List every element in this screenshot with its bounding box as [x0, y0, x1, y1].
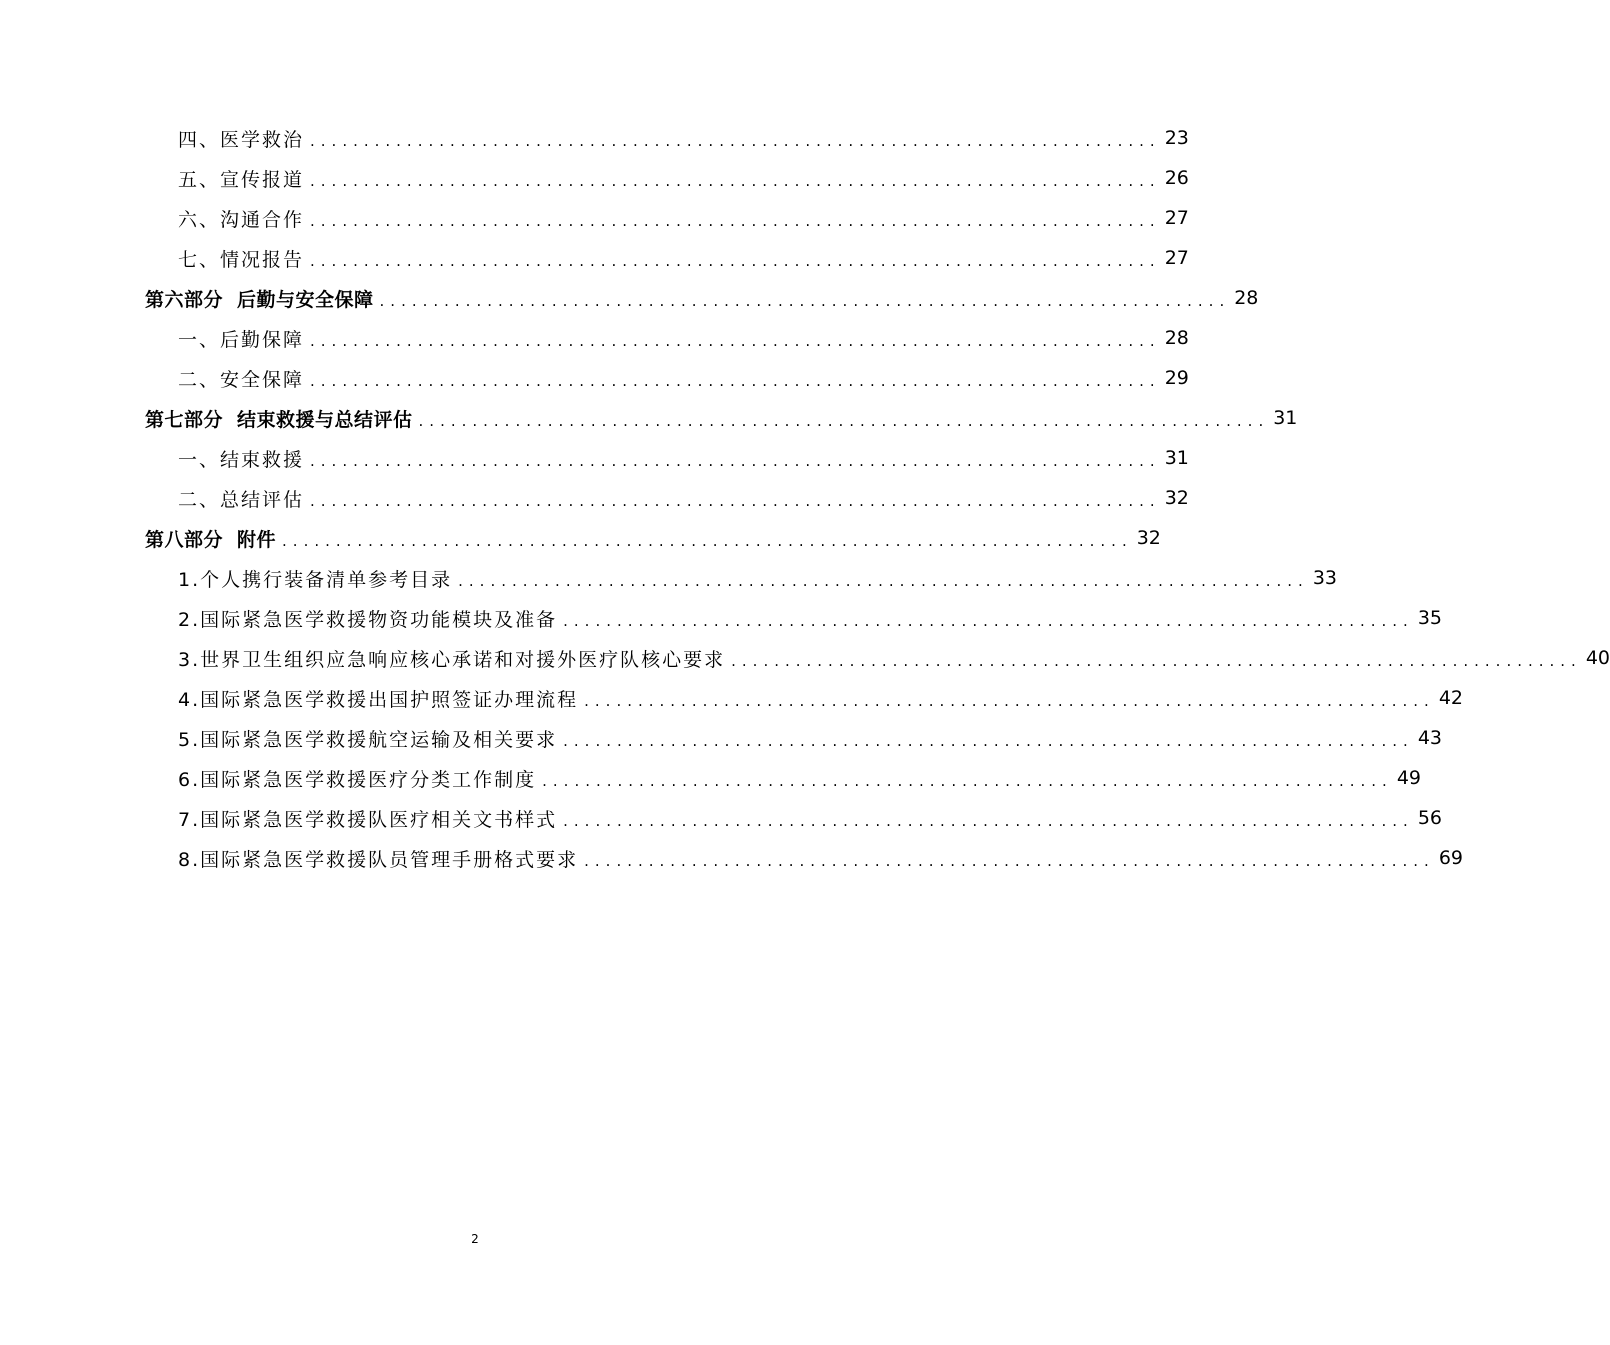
toc-entry[interactable]: [145, 638, 1610, 678]
toc-entry[interactable]: [145, 198, 1189, 238]
toc-entry-label: 8.国际紧急医学救援队员管理手册格式要求: [178, 848, 579, 871]
toc-entry-label: 四、医学救治: [178, 128, 305, 151]
toc-entry-label: 一、结束救援: [178, 448, 305, 471]
dot-leader: ...............................................................................: [282, 531, 1133, 550]
table-of-contents: [145, 118, 1610, 878]
toc-entry[interactable]: [145, 158, 1189, 198]
toc-entry-page: 32: [1164, 487, 1189, 509]
toc-entry-page: 31: [1164, 447, 1189, 469]
toc-section-entry[interactable]: [145, 398, 1298, 438]
page-number: 2: [471, 1232, 479, 1246]
toc-entry[interactable]: [145, 598, 1443, 638]
toc-section-entry[interactable]: [145, 278, 1259, 318]
toc-entry-label: 二、总结评估: [178, 488, 305, 511]
dot-leader: ...............................................................................: [563, 611, 1414, 630]
dot-leader: ...............................................................................: [310, 171, 1161, 190]
toc-entry-page: 27: [1164, 207, 1189, 229]
dot-leader: ...............................................................................: [731, 651, 1582, 670]
toc-entry-page: 31: [1273, 407, 1298, 429]
dot-leader: ...............................................................................: [584, 691, 1435, 710]
dot-leader: ...............................................................................: [310, 251, 1161, 270]
dot-leader: ...............................................................................: [563, 811, 1414, 830]
toc-part-number: 第六部分: [145, 288, 224, 311]
toc-entry-label: 6.国际紧急医学救援医疗分类工作制度: [178, 768, 537, 791]
toc-entry-page: 28: [1234, 287, 1259, 309]
toc-entry[interactable]: [145, 718, 1443, 758]
toc-entry-page: 29: [1164, 367, 1189, 389]
toc-entry[interactable]: [145, 318, 1189, 358]
toc-entry-label: 一、后勤保障: [178, 328, 305, 351]
toc-entry-label: 七、情况报告: [178, 248, 305, 271]
toc-entry-page: 69: [1438, 847, 1464, 869]
toc-entry-page: 49: [1396, 767, 1422, 789]
dot-leader: ...............................................................................: [310, 131, 1161, 150]
toc-entry-page: 33: [1312, 567, 1338, 589]
toc-section-label: [145, 525, 276, 552]
toc-entry-label: 3.世界卫生组织应急响应核心承诺和对援外医疗队核心要求: [178, 648, 726, 671]
toc-part-number: 第七部分: [145, 408, 224, 431]
dot-leader: ...............................................................................: [379, 291, 1231, 310]
toc-entry-label: 7.国际紧急医学救援队医疗相关文书样式: [178, 808, 558, 831]
toc-entry-page: 32: [1136, 527, 1161, 549]
toc-entry-label: 1.个人携行装备清单参考目录: [178, 568, 453, 591]
dot-leader: ...............................................................................: [310, 491, 1161, 510]
toc-entry-page: 26: [1164, 167, 1189, 189]
toc-section-title: 结束救援与总结评估: [237, 408, 413, 431]
toc-entry-page: 35: [1417, 607, 1443, 629]
toc-part-number: 第八部分: [145, 528, 224, 551]
dot-leader: ...............................................................................: [310, 331, 1161, 350]
dot-leader: ...............................................................................: [310, 451, 1161, 470]
dot-leader: ...............................................................................: [563, 731, 1414, 750]
toc-entry-page: 43: [1417, 727, 1443, 749]
toc-entry[interactable]: [145, 758, 1422, 798]
toc-entry-label: 二、安全保障: [178, 368, 305, 391]
toc-entry-label: 2.国际紧急医学救援物资功能模块及准备: [178, 608, 558, 631]
toc-entry-page: 23: [1164, 127, 1189, 149]
toc-entry[interactable]: [145, 438, 1189, 478]
toc-entry-label: 五、宣传报道: [178, 168, 305, 191]
toc-entry-page: 28: [1164, 327, 1189, 349]
toc-section-title: 后勤与安全保障: [237, 288, 374, 311]
dot-leader: ...............................................................................: [418, 411, 1270, 430]
toc-section-title: 附件: [237, 528, 277, 551]
toc-entry[interactable]: [145, 678, 1464, 718]
toc-section-label: [145, 405, 413, 432]
toc-entry-page: 42: [1438, 687, 1464, 709]
toc-entry-label: 5.国际紧急医学救援航空运输及相关要求: [178, 728, 558, 751]
toc-entry[interactable]: [145, 238, 1189, 278]
dot-leader: ...............................................................................: [458, 571, 1309, 590]
toc-entry[interactable]: [145, 838, 1464, 878]
toc-section-label: [145, 285, 374, 312]
dot-leader: ...............................................................................: [310, 371, 1161, 390]
toc-entry[interactable]: [145, 118, 1189, 158]
dot-leader: ...............................................................................: [584, 851, 1435, 870]
toc-entry[interactable]: [145, 798, 1443, 838]
toc-entry[interactable]: [145, 558, 1338, 598]
toc-entry-page: 56: [1417, 807, 1443, 829]
toc-entry-page: 40: [1585, 647, 1610, 669]
dot-leader: ...............................................................................: [310, 211, 1161, 230]
toc-entry-label: 六、沟通合作: [178, 208, 305, 231]
toc-entry-page: 27: [1164, 247, 1189, 269]
toc-entry[interactable]: [145, 358, 1189, 398]
toc-entry[interactable]: [145, 478, 1189, 518]
toc-section-entry[interactable]: [145, 518, 1161, 558]
dot-leader: ...............................................................................: [542, 771, 1393, 790]
toc-entry-label: 4.国际紧急医学救援出国护照签证办理流程: [178, 688, 579, 711]
